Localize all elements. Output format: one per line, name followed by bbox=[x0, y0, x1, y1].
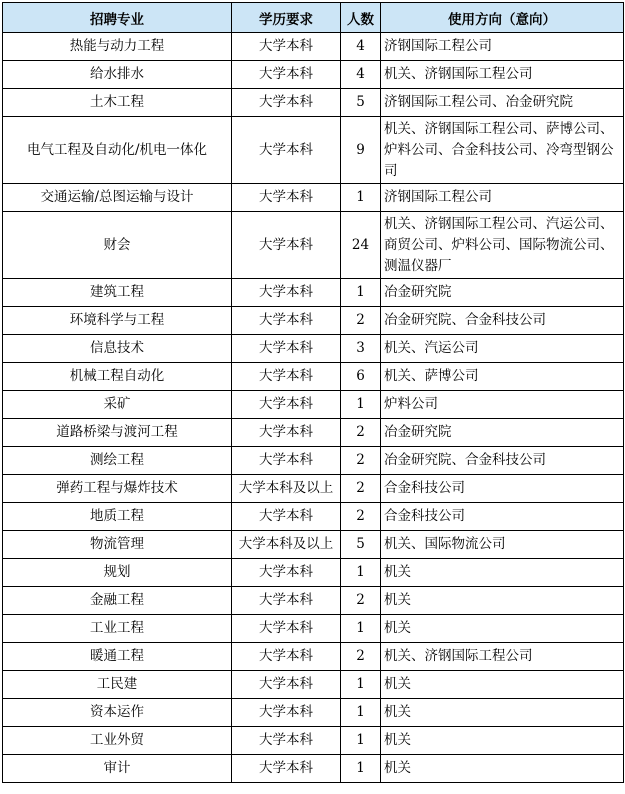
major-cell: 地质工程 bbox=[3, 503, 232, 531]
major-cell: 建筑工程 bbox=[3, 279, 232, 307]
edu-cell: 大学本科 bbox=[232, 363, 341, 391]
count-cell: 9 bbox=[341, 117, 381, 184]
table-row bbox=[3, 184, 624, 212]
direction-cell: 机关、济钢国际工程公司 bbox=[381, 643, 624, 671]
edu-cell: 大学本科及以上 bbox=[232, 475, 341, 503]
table-row bbox=[3, 559, 624, 587]
major-cell: 暖通工程 bbox=[3, 643, 232, 671]
direction-cell: 济钢国际工程公司 bbox=[381, 184, 624, 212]
count-cell: 1 bbox=[341, 755, 381, 783]
major-cell: 物流管理 bbox=[3, 531, 232, 559]
direction-cell: 机关、济钢国际工程公司、汽运公司、商贸公司、炉料公司、国际物流公司、测温仪器厂 bbox=[381, 212, 624, 279]
table-row bbox=[3, 33, 624, 61]
direction-cell: 济钢国际工程公司、冶金研究院 bbox=[381, 89, 624, 117]
major-cell: 工民建 bbox=[3, 671, 232, 699]
edu-cell: 大学本科 bbox=[232, 307, 341, 335]
direction-cell: 冶金研究院、合金科技公司 bbox=[381, 447, 624, 475]
count-cell: 1 bbox=[341, 727, 381, 755]
count-cell: 2 bbox=[341, 475, 381, 503]
major-cell: 弹药工程与爆炸技术 bbox=[3, 475, 232, 503]
count-cell: 2 bbox=[341, 419, 381, 447]
edu-cell: 大学本科 bbox=[232, 503, 341, 531]
major-cell: 热能与动力工程 bbox=[3, 33, 232, 61]
direction-cell: 冶金研究院 bbox=[381, 279, 624, 307]
edu-cell: 大学本科及以上 bbox=[232, 531, 341, 559]
count-cell: 2 bbox=[341, 643, 381, 671]
direction-cell: 济钢国际工程公司 bbox=[381, 33, 624, 61]
major-cell: 金融工程 bbox=[3, 587, 232, 615]
table-row bbox=[3, 615, 624, 643]
direction-cell: 机关 bbox=[381, 559, 624, 587]
direction-cell: 机关、汽运公司 bbox=[381, 335, 624, 363]
count-cell: 5 bbox=[341, 89, 381, 117]
header-direction: 使用方向（意向） bbox=[381, 3, 624, 33]
count-cell: 1 bbox=[341, 391, 381, 419]
direction-cell: 机关、萨博公司 bbox=[381, 363, 624, 391]
recruitment-table bbox=[2, 2, 624, 783]
table-row bbox=[3, 391, 624, 419]
major-cell: 环境科学与工程 bbox=[3, 307, 232, 335]
table-row bbox=[3, 89, 624, 117]
direction-cell: 合金科技公司 bbox=[381, 503, 624, 531]
header-row bbox=[3, 3, 624, 33]
edu-cell: 大学本科 bbox=[232, 117, 341, 184]
table-row bbox=[3, 699, 624, 727]
edu-cell: 大学本科 bbox=[232, 559, 341, 587]
table-row bbox=[3, 363, 624, 391]
count-cell: 1 bbox=[341, 699, 381, 727]
direction-cell: 冶金研究院、合金科技公司 bbox=[381, 307, 624, 335]
edu-cell: 大学本科 bbox=[232, 335, 341, 363]
count-cell: 6 bbox=[341, 363, 381, 391]
direction-cell: 机关 bbox=[381, 615, 624, 643]
major-cell: 财会 bbox=[3, 212, 232, 279]
table-row bbox=[3, 307, 624, 335]
edu-cell: 大学本科 bbox=[232, 184, 341, 212]
table-row bbox=[3, 61, 624, 89]
count-cell: 2 bbox=[341, 503, 381, 531]
major-cell: 土木工程 bbox=[3, 89, 232, 117]
edu-cell: 大学本科 bbox=[232, 643, 341, 671]
table-row bbox=[3, 447, 624, 475]
edu-cell: 大学本科 bbox=[232, 212, 341, 279]
edu-cell: 大学本科 bbox=[232, 755, 341, 783]
direction-cell: 机关 bbox=[381, 587, 624, 615]
count-cell: 1 bbox=[341, 615, 381, 643]
edu-cell: 大学本科 bbox=[232, 699, 341, 727]
direction-cell: 机关、国际物流公司 bbox=[381, 531, 624, 559]
direction-cell: 机关 bbox=[381, 727, 624, 755]
edu-cell: 大学本科 bbox=[232, 587, 341, 615]
table-row bbox=[3, 643, 624, 671]
direction-cell: 机关 bbox=[381, 755, 624, 783]
table-row bbox=[3, 279, 624, 307]
count-cell: 1 bbox=[341, 184, 381, 212]
major-cell: 电气工程及自动化/机电一体化 bbox=[3, 117, 232, 184]
direction-cell: 冶金研究院 bbox=[381, 419, 624, 447]
table-row bbox=[3, 503, 624, 531]
count-cell: 1 bbox=[341, 279, 381, 307]
table-row bbox=[3, 212, 624, 279]
direction-cell: 机关 bbox=[381, 671, 624, 699]
count-cell: 2 bbox=[341, 307, 381, 335]
count-cell: 4 bbox=[341, 61, 381, 89]
edu-cell: 大学本科 bbox=[232, 447, 341, 475]
major-cell: 道路桥梁与渡河工程 bbox=[3, 419, 232, 447]
direction-cell: 机关、济钢国际工程公司、萨博公司、炉料公司、合金科技公司、冷弯型钢公司 bbox=[381, 117, 624, 184]
table-row bbox=[3, 335, 624, 363]
edu-cell: 大学本科 bbox=[232, 391, 341, 419]
edu-cell: 大学本科 bbox=[232, 61, 341, 89]
count-cell: 5 bbox=[341, 531, 381, 559]
count-cell: 1 bbox=[341, 559, 381, 587]
direction-cell: 机关、济钢国际工程公司 bbox=[381, 61, 624, 89]
table-row bbox=[3, 475, 624, 503]
count-cell: 1 bbox=[341, 671, 381, 699]
header-education: 学历要求 bbox=[232, 3, 341, 33]
table-row bbox=[3, 587, 624, 615]
header-major: 招聘专业 bbox=[3, 3, 232, 33]
major-cell: 资本运作 bbox=[3, 699, 232, 727]
table-row bbox=[3, 419, 624, 447]
edu-cell: 大学本科 bbox=[232, 33, 341, 61]
major-cell: 工业工程 bbox=[3, 615, 232, 643]
major-cell: 机械工程自动化 bbox=[3, 363, 232, 391]
major-cell: 采矿 bbox=[3, 391, 232, 419]
count-cell: 4 bbox=[341, 33, 381, 61]
table-row bbox=[3, 531, 624, 559]
major-cell: 给水排水 bbox=[3, 61, 232, 89]
edu-cell: 大学本科 bbox=[232, 419, 341, 447]
major-cell: 规划 bbox=[3, 559, 232, 587]
count-cell: 2 bbox=[341, 447, 381, 475]
table-body bbox=[3, 33, 624, 783]
header-count: 人数 bbox=[341, 3, 381, 33]
major-cell: 测绘工程 bbox=[3, 447, 232, 475]
major-cell: 信息技术 bbox=[3, 335, 232, 363]
direction-cell: 炉料公司 bbox=[381, 391, 624, 419]
table-row bbox=[3, 727, 624, 755]
edu-cell: 大学本科 bbox=[232, 671, 341, 699]
major-cell: 交通运输/总图运输与设计 bbox=[3, 184, 232, 212]
count-cell: 3 bbox=[341, 335, 381, 363]
edu-cell: 大学本科 bbox=[232, 615, 341, 643]
major-cell: 工业外贸 bbox=[3, 727, 232, 755]
major-cell: 审计 bbox=[3, 755, 232, 783]
edu-cell: 大学本科 bbox=[232, 279, 341, 307]
table-row bbox=[3, 117, 624, 184]
edu-cell: 大学本科 bbox=[232, 89, 341, 117]
table-row bbox=[3, 671, 624, 699]
edu-cell: 大学本科 bbox=[232, 727, 341, 755]
direction-cell: 合金科技公司 bbox=[381, 475, 624, 503]
count-cell: 24 bbox=[341, 212, 381, 279]
count-cell: 2 bbox=[341, 587, 381, 615]
direction-cell: 机关 bbox=[381, 699, 624, 727]
table-row bbox=[3, 755, 624, 783]
